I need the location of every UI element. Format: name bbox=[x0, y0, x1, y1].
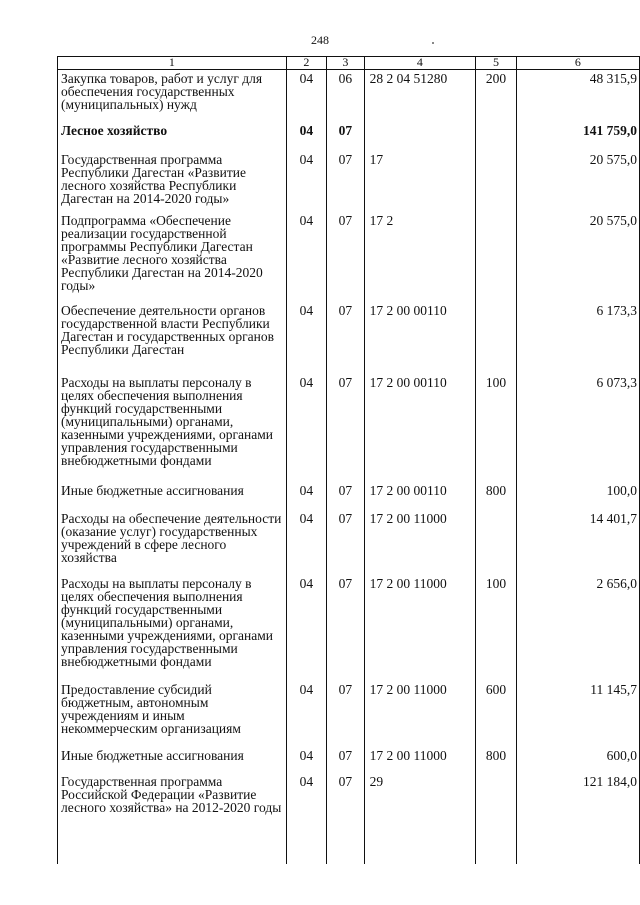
row-section-code: 04 bbox=[286, 773, 326, 864]
row-amount: 20 575,0 bbox=[516, 212, 639, 302]
row-section-code: 04 bbox=[286, 575, 326, 681]
row-description: Предоставление субсидий бюджетным, автономным учреждениям и иным некоммерческим организациям bbox=[58, 681, 287, 747]
row-description: Подпрограмма «Обеспечение реализации государственной программы Республики Дагестан «Развитие лесного хозяйства Республики Дагестан на 2014-2020 годы» bbox=[58, 212, 287, 302]
row-subsection-code: 07 bbox=[327, 510, 365, 575]
row-target-article: 17 bbox=[364, 151, 476, 212]
column-header-row bbox=[58, 57, 640, 70]
row-subsection-code: 07 bbox=[327, 773, 365, 864]
table-row bbox=[58, 575, 640, 681]
row-subsection-code: 07 bbox=[327, 302, 365, 374]
row-description: Расходы на выплаты персоналу в целях обеспечения выполнения функций государственными (муниципальными) органами, казенными учреждениями, органами управления государственными внебюджетными фондами bbox=[58, 575, 287, 681]
table-row bbox=[58, 747, 640, 773]
row-target-article: 17 2 00 11000 bbox=[364, 681, 476, 747]
row-amount: 48 315,9 bbox=[516, 70, 639, 123]
table-row bbox=[58, 122, 640, 151]
row-amount: 100,0 bbox=[516, 482, 639, 510]
row-section-code: 04 bbox=[286, 70, 326, 123]
table-row bbox=[58, 212, 640, 302]
column-header: 3 bbox=[327, 57, 365, 70]
row-subsection-code: 07 bbox=[327, 681, 365, 747]
row-amount: 20 575,0 bbox=[516, 151, 639, 212]
row-subsection-code: 07 bbox=[327, 212, 365, 302]
table-row bbox=[58, 374, 640, 482]
row-amount: 6 173,3 bbox=[516, 302, 639, 374]
row-subsection-code: 07 bbox=[327, 151, 365, 212]
scan-speck bbox=[432, 42, 434, 44]
table-row bbox=[58, 482, 640, 510]
row-description: Лесное хозяйство bbox=[58, 122, 287, 151]
row-section-code: 04 bbox=[286, 302, 326, 374]
row-amount: 141 759,0 bbox=[516, 122, 639, 151]
row-expense-type: 200 bbox=[476, 70, 517, 123]
row-target-article: 17 2 00 00110 bbox=[364, 482, 476, 510]
table-row bbox=[58, 151, 640, 212]
table-row bbox=[58, 70, 640, 123]
column-header: 1 bbox=[58, 57, 287, 70]
table-row bbox=[58, 773, 640, 864]
row-expense-type bbox=[476, 302, 517, 374]
row-description: Расходы на обеспечение деятельности (оказание услуг) государственных учреждений в сфере лесного хозяйства bbox=[58, 510, 287, 575]
row-subsection-code: 07 bbox=[327, 575, 365, 681]
row-target-article: 17 2 00 11000 bbox=[364, 510, 476, 575]
row-section-code: 04 bbox=[286, 212, 326, 302]
row-expense-type: 800 bbox=[476, 747, 517, 773]
row-description: Иные бюджетные ассигнования bbox=[58, 482, 287, 510]
table-row bbox=[58, 302, 640, 374]
row-target-article: 17 2 00 11000 bbox=[364, 575, 476, 681]
row-expense-type: 100 bbox=[476, 374, 517, 482]
row-amount: 14 401,7 bbox=[516, 510, 639, 575]
row-section-code: 04 bbox=[286, 681, 326, 747]
row-subsection-code: 07 bbox=[327, 747, 365, 773]
row-section-code: 04 bbox=[286, 122, 326, 151]
row-description: Расходы на выплаты персоналу в целях обеспечения выполнения функций государственными (муниципальными) органами, казенными учреждениями, органами управления государственными внебюджетными фондами bbox=[58, 374, 287, 482]
row-subsection-code: 07 bbox=[327, 482, 365, 510]
row-expense-type bbox=[476, 151, 517, 212]
row-section-code: 04 bbox=[286, 151, 326, 212]
column-header: 6 bbox=[516, 57, 639, 70]
column-header: 5 bbox=[476, 57, 517, 70]
row-amount: 600,0 bbox=[516, 747, 639, 773]
row-amount: 121 184,0 bbox=[516, 773, 639, 864]
row-section-code: 04 bbox=[286, 374, 326, 482]
row-target-article: 17 2 00 00110 bbox=[364, 302, 476, 374]
row-description: Обеспечение деятельности органов государственной власти Республики Дагестан и государственных органов Республики Дагестан bbox=[58, 302, 287, 374]
row-target-article: 29 bbox=[364, 773, 476, 864]
row-description: Иные бюджетные ассигнования bbox=[58, 747, 287, 773]
row-amount: 2 656,0 bbox=[516, 575, 639, 681]
row-expense-type bbox=[476, 212, 517, 302]
budget-table bbox=[57, 56, 640, 864]
row-expense-type: 100 bbox=[476, 575, 517, 681]
row-expense-type: 800 bbox=[476, 482, 517, 510]
row-amount: 6 073,3 bbox=[516, 374, 639, 482]
row-description: Закупка товаров, работ и услуг для обеспечения государственных (муниципальных) нужд bbox=[58, 70, 287, 123]
page-number: 248 bbox=[311, 33, 329, 47]
table-row bbox=[58, 510, 640, 575]
row-section-code: 04 bbox=[286, 482, 326, 510]
row-expense-type: 600 bbox=[476, 681, 517, 747]
row-description: Государственная программа Республики Дагестан «Развитие лесного хозяйства Республики Дагестан на 2014-2020 годы» bbox=[58, 151, 287, 212]
row-expense-type bbox=[476, 510, 517, 575]
row-target-article bbox=[364, 122, 476, 151]
row-amount: 11 145,7 bbox=[516, 681, 639, 747]
row-target-article: 17 2 00 00110 bbox=[364, 374, 476, 482]
row-subsection-code: 07 bbox=[327, 374, 365, 482]
row-section-code: 04 bbox=[286, 747, 326, 773]
column-header: 4 bbox=[364, 57, 476, 70]
row-expense-type bbox=[476, 122, 517, 151]
table-row bbox=[58, 681, 640, 747]
column-header: 2 bbox=[286, 57, 326, 70]
row-target-article: 17 2 00 11000 bbox=[364, 747, 476, 773]
row-target-article: 17 2 bbox=[364, 212, 476, 302]
row-target-article: 28 2 04 51280 bbox=[364, 70, 476, 123]
row-expense-type bbox=[476, 773, 517, 864]
row-description: Государственная программа Российской Федерации «Развитие лесного хозяйства» на 2012-2020 годы bbox=[58, 773, 287, 864]
row-subsection-code: 07 bbox=[327, 122, 365, 151]
row-section-code: 04 bbox=[286, 510, 326, 575]
row-subsection-code: 06 bbox=[327, 70, 365, 123]
